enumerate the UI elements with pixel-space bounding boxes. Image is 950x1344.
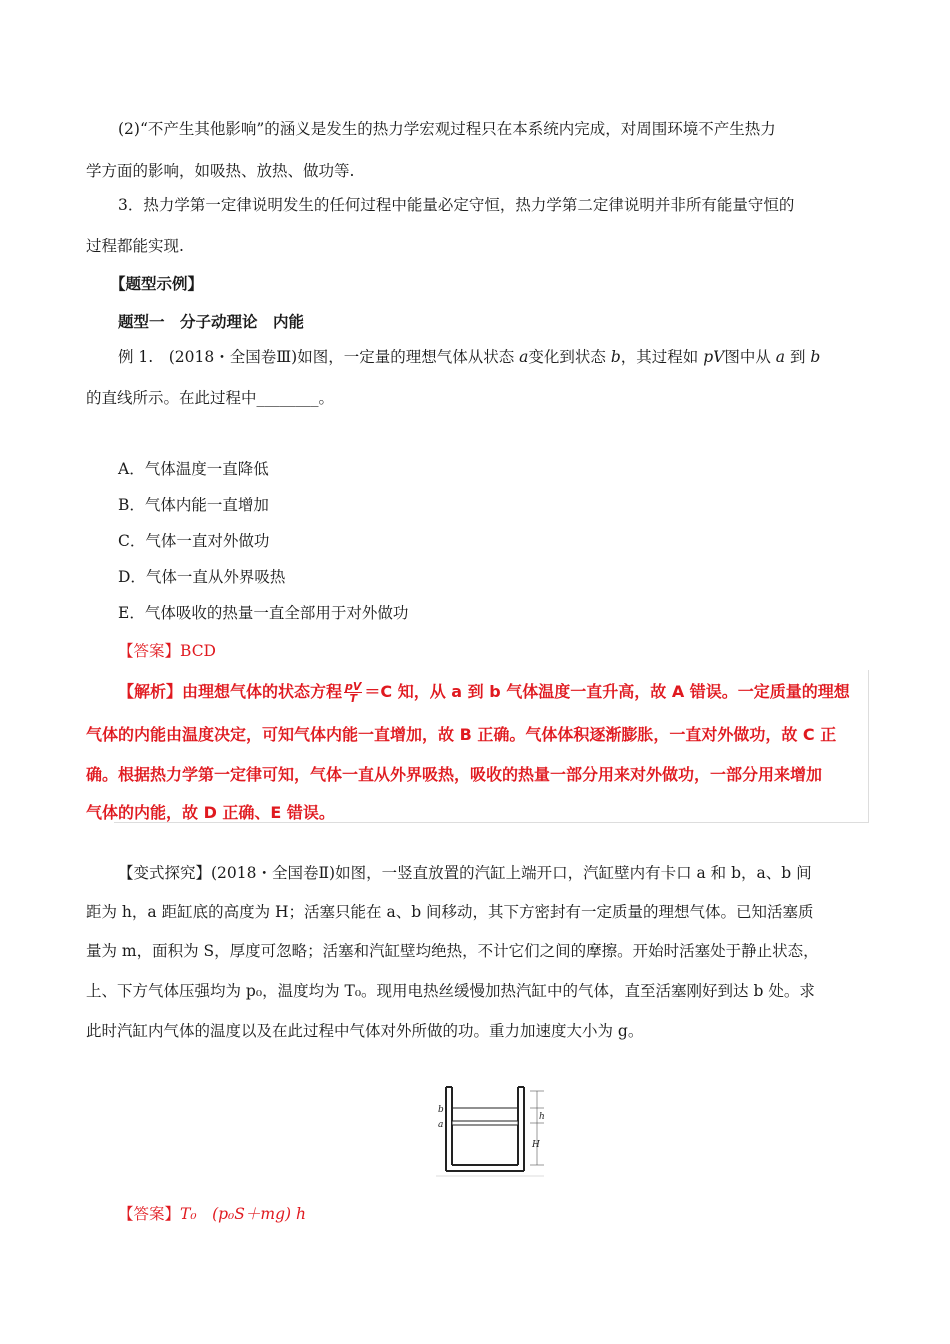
- paragraph-3-line-1: 3．热力学第一定律说明发生的任何过程中能量必定守恒，热力学第二定律说明并非所有能量守恒的: [118, 196, 795, 214]
- option-c: C．气体一直对外做功: [118, 532, 270, 550]
- analysis-line-1b: ＝C 知，从 a 到 b 气体温度一直升高，故 A 错误。一定质量的理想: [364, 682, 850, 701]
- variant-answer-label: 【答案】: [118, 1205, 181, 1223]
- paragraph-2-line-1: (2)“不产生其他影响”的涵义是发生的热力学宏观过程只在本系统内完成，对周围环境不产生热力: [118, 120, 776, 138]
- state-b-2: b: [810, 348, 821, 366]
- label-h: h: [539, 1112, 545, 1122]
- section-heading: 【题型示例】: [110, 275, 204, 293]
- option-b: B．气体内能一直增加: [118, 496, 269, 514]
- variant-line-2: 距为 h，a 距缸底的高度为 H；活塞只能在 a、b 间移动，其下方密封有一定质量的理想气体。已知活塞质: [86, 903, 814, 921]
- paragraph-2-line-2: 学方面的影响，如吸热、放热、做功等.: [86, 162, 355, 180]
- pv-label: pV: [703, 348, 725, 366]
- option-a: A．气体温度一直降低: [118, 460, 269, 478]
- cylinder-figure: [432, 1085, 548, 1177]
- example-1-mid-2: ，其过程如: [620, 348, 704, 366]
- example-1-line-2: 的直线所示。在此过程中________。: [86, 389, 335, 407]
- variant-line-3: 量为 m，面积为 S，厚度可忽略；活塞和汽缸壁均绝热，不计它们之间的摩擦。开始时活塞处于静止状态，: [86, 942, 819, 960]
- label-b: b: [438, 1105, 444, 1115]
- paragraph-3-line-2: 过程都能实现.: [86, 237, 184, 255]
- example-1-prefix: 例 1. (2018・全国卷Ⅲ)如图，一定量的理想气体从状态: [118, 348, 520, 366]
- state-a-2: a: [775, 348, 786, 366]
- analysis-line-3: 确。根据热力学第一定律可知，气体一直从外界吸热，吸收的热量一部分用来对外做功，一部分用来增加: [86, 765, 823, 784]
- example-1-mid-3: 图中从: [724, 348, 776, 366]
- option-d: D．气体一直从外界吸热: [118, 568, 286, 586]
- state-b: b: [610, 348, 621, 366]
- example-1-answer: [118, 640, 216, 662]
- answer-value: BCD: [180, 642, 216, 660]
- example-1-mid-4: 到: [785, 348, 811, 366]
- variant-line-5: 此时汽缸内气体的温度以及在此过程中气体对外所做的功。重力加速度大小为 g。: [86, 1022, 644, 1040]
- label-H: H: [532, 1140, 540, 1150]
- analysis-line-2: 气体的内能由温度决定，可知气体内能一直增加，故 B 正确。气体体积逐渐膨胀，一直对外做功，故 C 正: [86, 725, 837, 744]
- fraction-denominator: T: [349, 692, 357, 705]
- fraction-numerator: pV: [345, 680, 362, 693]
- piston: [452, 1121, 518, 1125]
- analysis-label: 【解析】: [118, 682, 183, 701]
- variant-answer: [118, 1203, 306, 1225]
- variant-line-4: 上、下方气体压强均为 p₀，温度均为 T₀。现用电热丝缓慢加热汽缸中的气体，直至活塞刚好到达 b 处。求: [86, 982, 815, 1000]
- example-1-mid-1: 变化到状态: [528, 348, 611, 366]
- variant-answer-value: T₀ (p₀S＋mg) h: [180, 1205, 306, 1223]
- variant-line-1: 【变式探究】(2018・全国卷Ⅱ)如图，一竖直放置的汽缸上端开口，汽缸壁内有卡口 a 和 b，a、b 间: [118, 864, 812, 882]
- option-e: E．气体吸收的热量一直全部用于对外做功: [118, 604, 409, 622]
- analysis-line-1a: 由理想气体的状态方程: [182, 682, 343, 701]
- example-1-line-1: [118, 346, 820, 368]
- question-type-title: 题型一 分子动理论 内能: [118, 313, 305, 331]
- analysis-line-1: [118, 680, 850, 704]
- state-equation-fraction: [344, 681, 362, 704]
- state-a: a: [519, 348, 529, 366]
- analysis-line-4: 气体的内能，故 D 正确、E 错误。: [86, 803, 335, 822]
- label-a: a: [438, 1120, 444, 1130]
- answer-label: 【答案】: [118, 642, 181, 660]
